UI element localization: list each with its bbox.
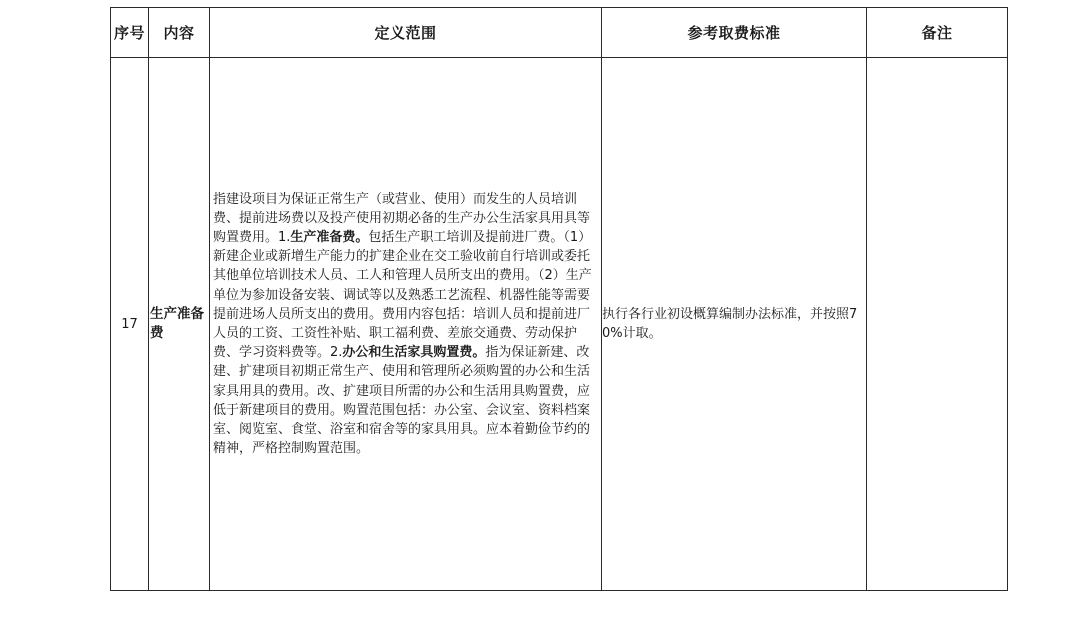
header-seq: 序号 [113,24,145,42]
row-item-cell [149,58,209,590]
header-standard: 参考取费标准 [687,24,781,42]
header-remark: 备注 [921,24,953,42]
row-standard: 执行各行业初设概算编制办法标准，并按照70%计取。 [602,306,858,341]
column-divider [209,8,210,590]
row-item: 生产准备费 [150,306,204,341]
definition-part-1: 指建设项目为保证正常生产（或营业、使用）而发生的人员培训费、提前进场费以及投产使用初期必备的生产办公生活家具用具等购置费用。1. [213,191,591,245]
definition-part-2: 包括生产职工培训及提前进厂费。（1）新建企业或新增生产能力的扩建企业在交工验收前自行培训或委托其他单位培训技术人员、工人和管理人员所支出的费用。（2）生产单位为参加设备安装、调试等以及熟悉工艺流程、机器性能等需要提前进场人员所支出的费用。费用内容包括：培训人员和提前进厂人员的工资、工资性补贴、职工福利费、差旅交通费、劳动保护费、学习资料费等。2. [213,229,592,361]
row-seq: 17 [121,316,138,332]
definition-part-3: 指为保证新建、改建、扩建项目初期正常生产、使用和管理所必须购置的办公和生活家具用具的费用。改、扩建项目所需的办公和生活用具购置费，应低于新建项目的费用。购置范围包括：办公室、会议室、资料档案室、阅览室、食堂、浴室和宿舍等的家具用具。应本着勤俭节约的精神，严格控制购置范围。 [213,345,591,457]
fee-table [110,7,1008,591]
definition-bold-2: 办公和生活家具购置费。 [342,345,486,361]
header-definition: 定义范围 [374,24,437,42]
row-remark [867,58,1007,590]
row-definition-cell [211,58,601,590]
row-definition [211,190,601,459]
definition-bold-1: 生产准备费。 [290,229,369,245]
row-standard-cell [601,58,866,590]
header-item: 内容 [163,24,195,42]
